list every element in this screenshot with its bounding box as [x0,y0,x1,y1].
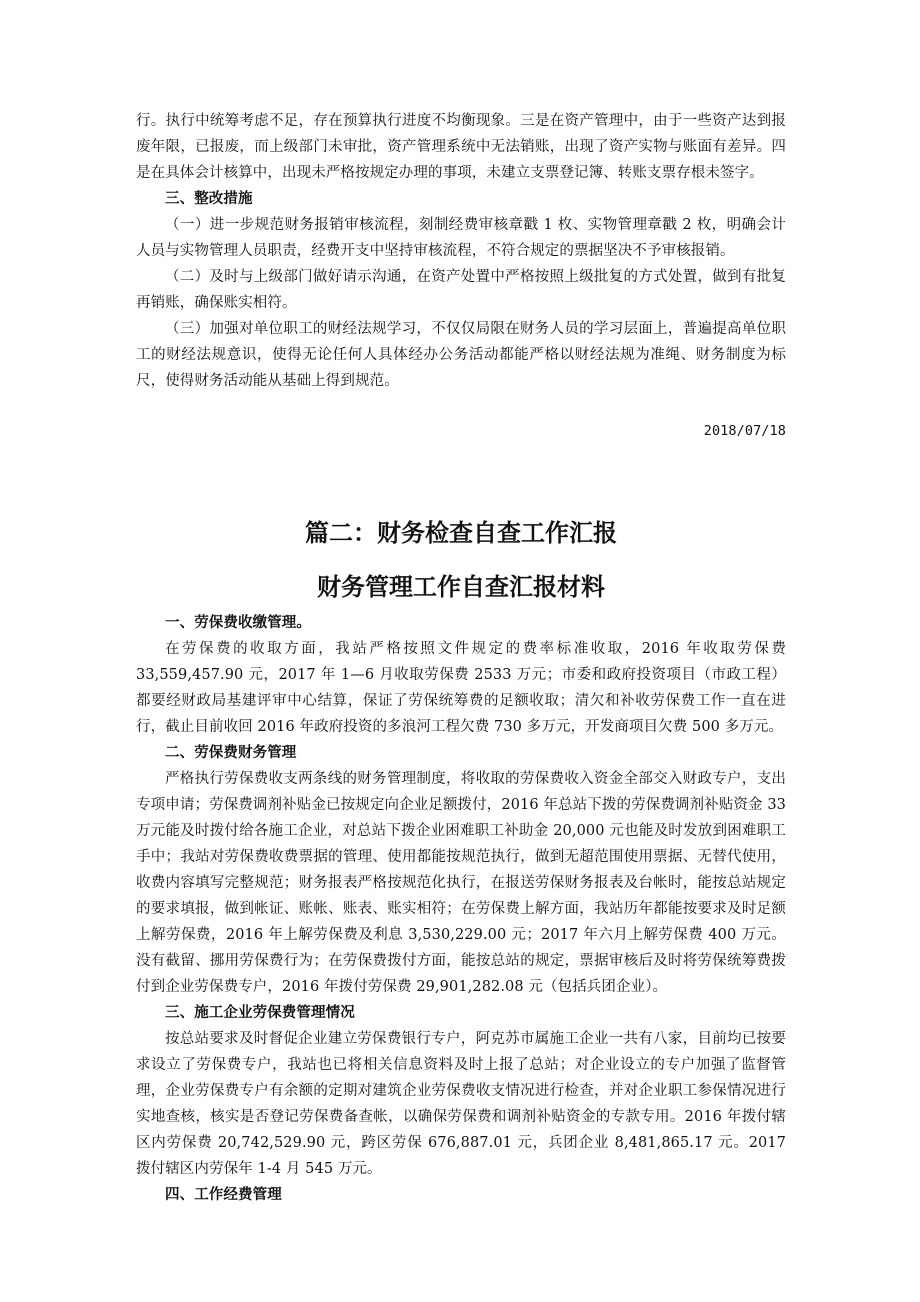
measure-3: （三）加强对单位职工的财经法规学习，不仅仅局限在财务人员的学习层面上，普遍提高单位职工的财经法规意识，使得无论任何人具体经办公务活动都能严格以财经法规为准绳、财务制度为标尺，使得财务活动能从基础上得到规范。 [136,321,786,389]
document-date: 2018/07/18 [703,423,786,439]
article-title: 篇二：财务检查自查工作汇报 [305,519,617,547]
heading-3: 三、施工企业劳保费管理情况 [165,1005,355,1021]
paragraph-1: 在劳保费的收取方面，我站严格按照文件规定的费率标准收取，2016 年收取劳保费 33,559,457.90 元，2017 年 1—6 月收取劳保费 2533 万元；市委和政府投资项目（市政工程）都要经财政局基建评审中心结算，保证了劳保统筹费的足额收取；清欠和补收劳保费工作一直在进行，截止目前收回 2016 年政府投资的多浪河工程欠费 730 多万元，开发商项目欠费 500 多万元。 [136,641,786,735]
paragraph-2: 严格执行劳保费收支两条线的财务管理制度，将收取的劳保费收入资金全部交入财政专户，支出专项申请；劳保费调剂补贴金已按规定向企业足额拨付，2016 年总站下拨的劳保费调剂补贴资金 33 万元能及时拨付给各施工企业，对总站下拨企业困难职工补助金 20,000 元也能及时发放到困难职工手中；我站对劳保费收费票据的管理、使用都能按规范执行，做到无超范围使用票据、无替代使用，收费内容填写完整规范；财务报表严格按规范化执行，在报送劳保财务报表及台帐时，能按总站规定的要求填报，做到帐证、账帐、账表、账实相符；在劳保费上解方面，我站历年都能按要求及时足额上解劳保费，2016 年上解劳保费及利息 3,530,229.00 元；2017 年六月上解劳保费 400 万元。没有截留、挪用劳保费行为；在劳保费拨付方面，能按总站的规定，票据审核后及时将劳保统筹费拨付到企业劳保费专户，2016 年拨付劳保费 29,901,282.08 元（包括兵团企业）。 [136,771,786,995]
paragraph-3: 按总站要求及时督促企业建立劳保费银行专户，阿克苏市属施工企业一共有八家，目前均已按要求设立了劳保费专户，我站也已将相关信息资料及时上报了总站；对企业设立的专户加强了监督管理，企业劳保费专户有余额的定期对建筑企业劳保费收支情况进行检查，并对企业职工参保情况进行实地查核，核实是否登记劳保费备查帐，以确保劳保费和调剂补贴资金的专款专用。2016 年拨付辖区内劳保费 20,742,529.90 元，跨区劳保 676,887.01 元，兵团企业 8,481,865.17 元。2017 拨付辖区内劳保年 1-4 月 545 万元。 [136,1031,786,1177]
heading-rectification-measures: 三、整改措施 [165,191,253,207]
heading-1: 一、劳保费收缴管理。 [165,615,311,631]
measure-1: （一）进一步规范财务报销审核流程，刻制经费审核章戳 1 枚、实物管理章戳 2 枚，明确会计人员与实物管理人员职责，经费开支中坚持审核流程，不符合规定的票据坚决不予审核报销。 [136,217,786,259]
paragraph-continuation: 行。执行中统筹考虑不足，存在预算执行进度不均衡现象。三是在资产管理中，由于一些资产达到报废年限，已报废，而上级部门未审批，资产管理系统中无法销账，出现了资产实物与账面有差异。四是在具体会计核算中，出现未严格按规定办理的事项，未建立支票登记簿、转账支票存根未签字。 [136,113,786,181]
document-body [136,108,786,1208]
measure-2: （二）及时与上级部门做好请示沟通，在资产处置中严格按照上级批复的方式处置，做到有批复再销账，确保账实相符。 [136,269,786,311]
heading-4: 四、工作经费管理 [165,1187,282,1203]
heading-2: 二、劳保费财务管理 [165,745,297,761]
article-subtitle: 财务管理工作自查汇报材料 [317,573,605,601]
